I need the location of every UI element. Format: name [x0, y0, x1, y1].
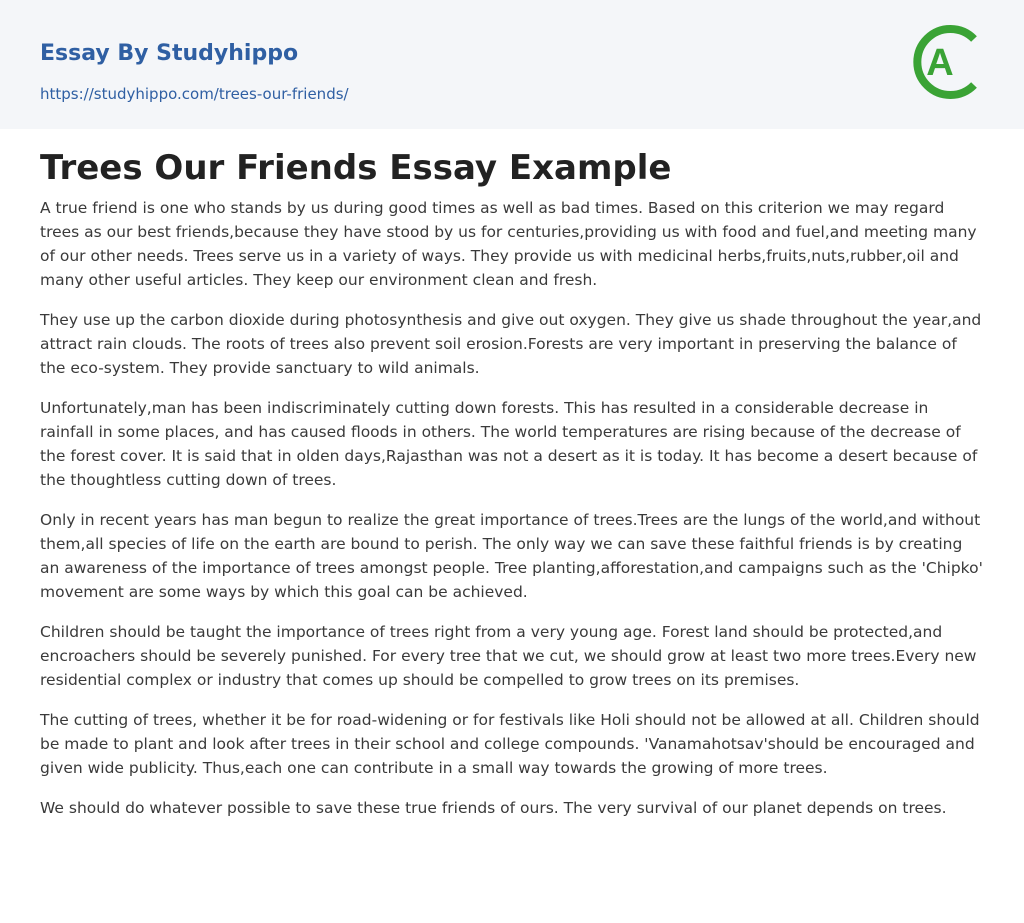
grade-a-logo-icon[interactable] — [912, 20, 986, 104]
essay-paragraph-3: Unfortunately,man has been indiscriminately cutting down forests. This has resulted in a considerable decrease in rainfall in some places, and has caused floods in others. The world temperatures are rising because of the decrease of the forest cover. It is said that in olden days,Rajasthan was not a desert as it is today. It has become a desert because of the thoughtless cutting down of trees. — [40, 399, 978, 489]
logo-letter: A — [926, 42, 954, 84]
essay-url-link[interactable]: https://studyhippo.com/trees-our-friends/ — [40, 85, 349, 103]
essay-paragraph-6: The cutting of trees, whether it be for road-widening or for festivals like Holi should not be allowed at all. Children should be made to plant and look after trees in their school and college compounds. 'Vanamahotsav'should be encouraged and given wide publicity. Thus,each one can contribute in a small way towards the growing of more trees. — [40, 711, 980, 777]
page-title: Trees Our Friends Essay Example — [40, 148, 672, 188]
site-header — [0, 0, 1024, 129]
essay-content — [0, 129, 1024, 820]
essay-paragraph-5: Children should be taught the importance of trees right from a very young age. Forest land should be protected,and encroachers should be severely punished. For every tree that we cut, we should grow at least two more trees.Every new residential complex or industry that comes up should be compelled to grow trees on its premises. — [40, 623, 977, 689]
essay-paragraph-7: We should do whatever possible to save these true friends of ours. The very survival of our planet depends on trees. — [40, 799, 947, 817]
site-brand[interactable]: Essay By Studyhippo — [40, 41, 299, 66]
essay-paragraph-4: Only in recent years has man begun to realize the great importance of trees.Trees are the lungs of the world,and without them,all species of life on the earth are bound to perish. The only way we can save these faithful friends is by creating an awareness of the importance of trees amongst people. Tree planting,afforestation,and campaigns such as the 'Chipko' movement are some ways by which this goal can be achieved. — [40, 511, 983, 601]
essay-paragraph-2: They use up the carbon dioxide during photosynthesis and give out oxygen. They give us shade throughout the year,and attract rain clouds. The roots of trees also prevent soil erosion.Forests are very important in preserving the balance of the eco-system. They provide sanctuary to wild animals. — [40, 311, 982, 377]
essay-paragraph-1: A true friend is one who stands by us during good times as well as bad times. Based on this criterion we may regard trees as our best friends,because they have stood by us for centuries,providing us with food and fuel,and meeting many of our other needs. Trees serve us in a variety of ways. They provide us with medicinal herbs,fruits,nuts,rubber,oil and many other useful articles. They keep our environment clean and fresh. — [40, 199, 977, 289]
